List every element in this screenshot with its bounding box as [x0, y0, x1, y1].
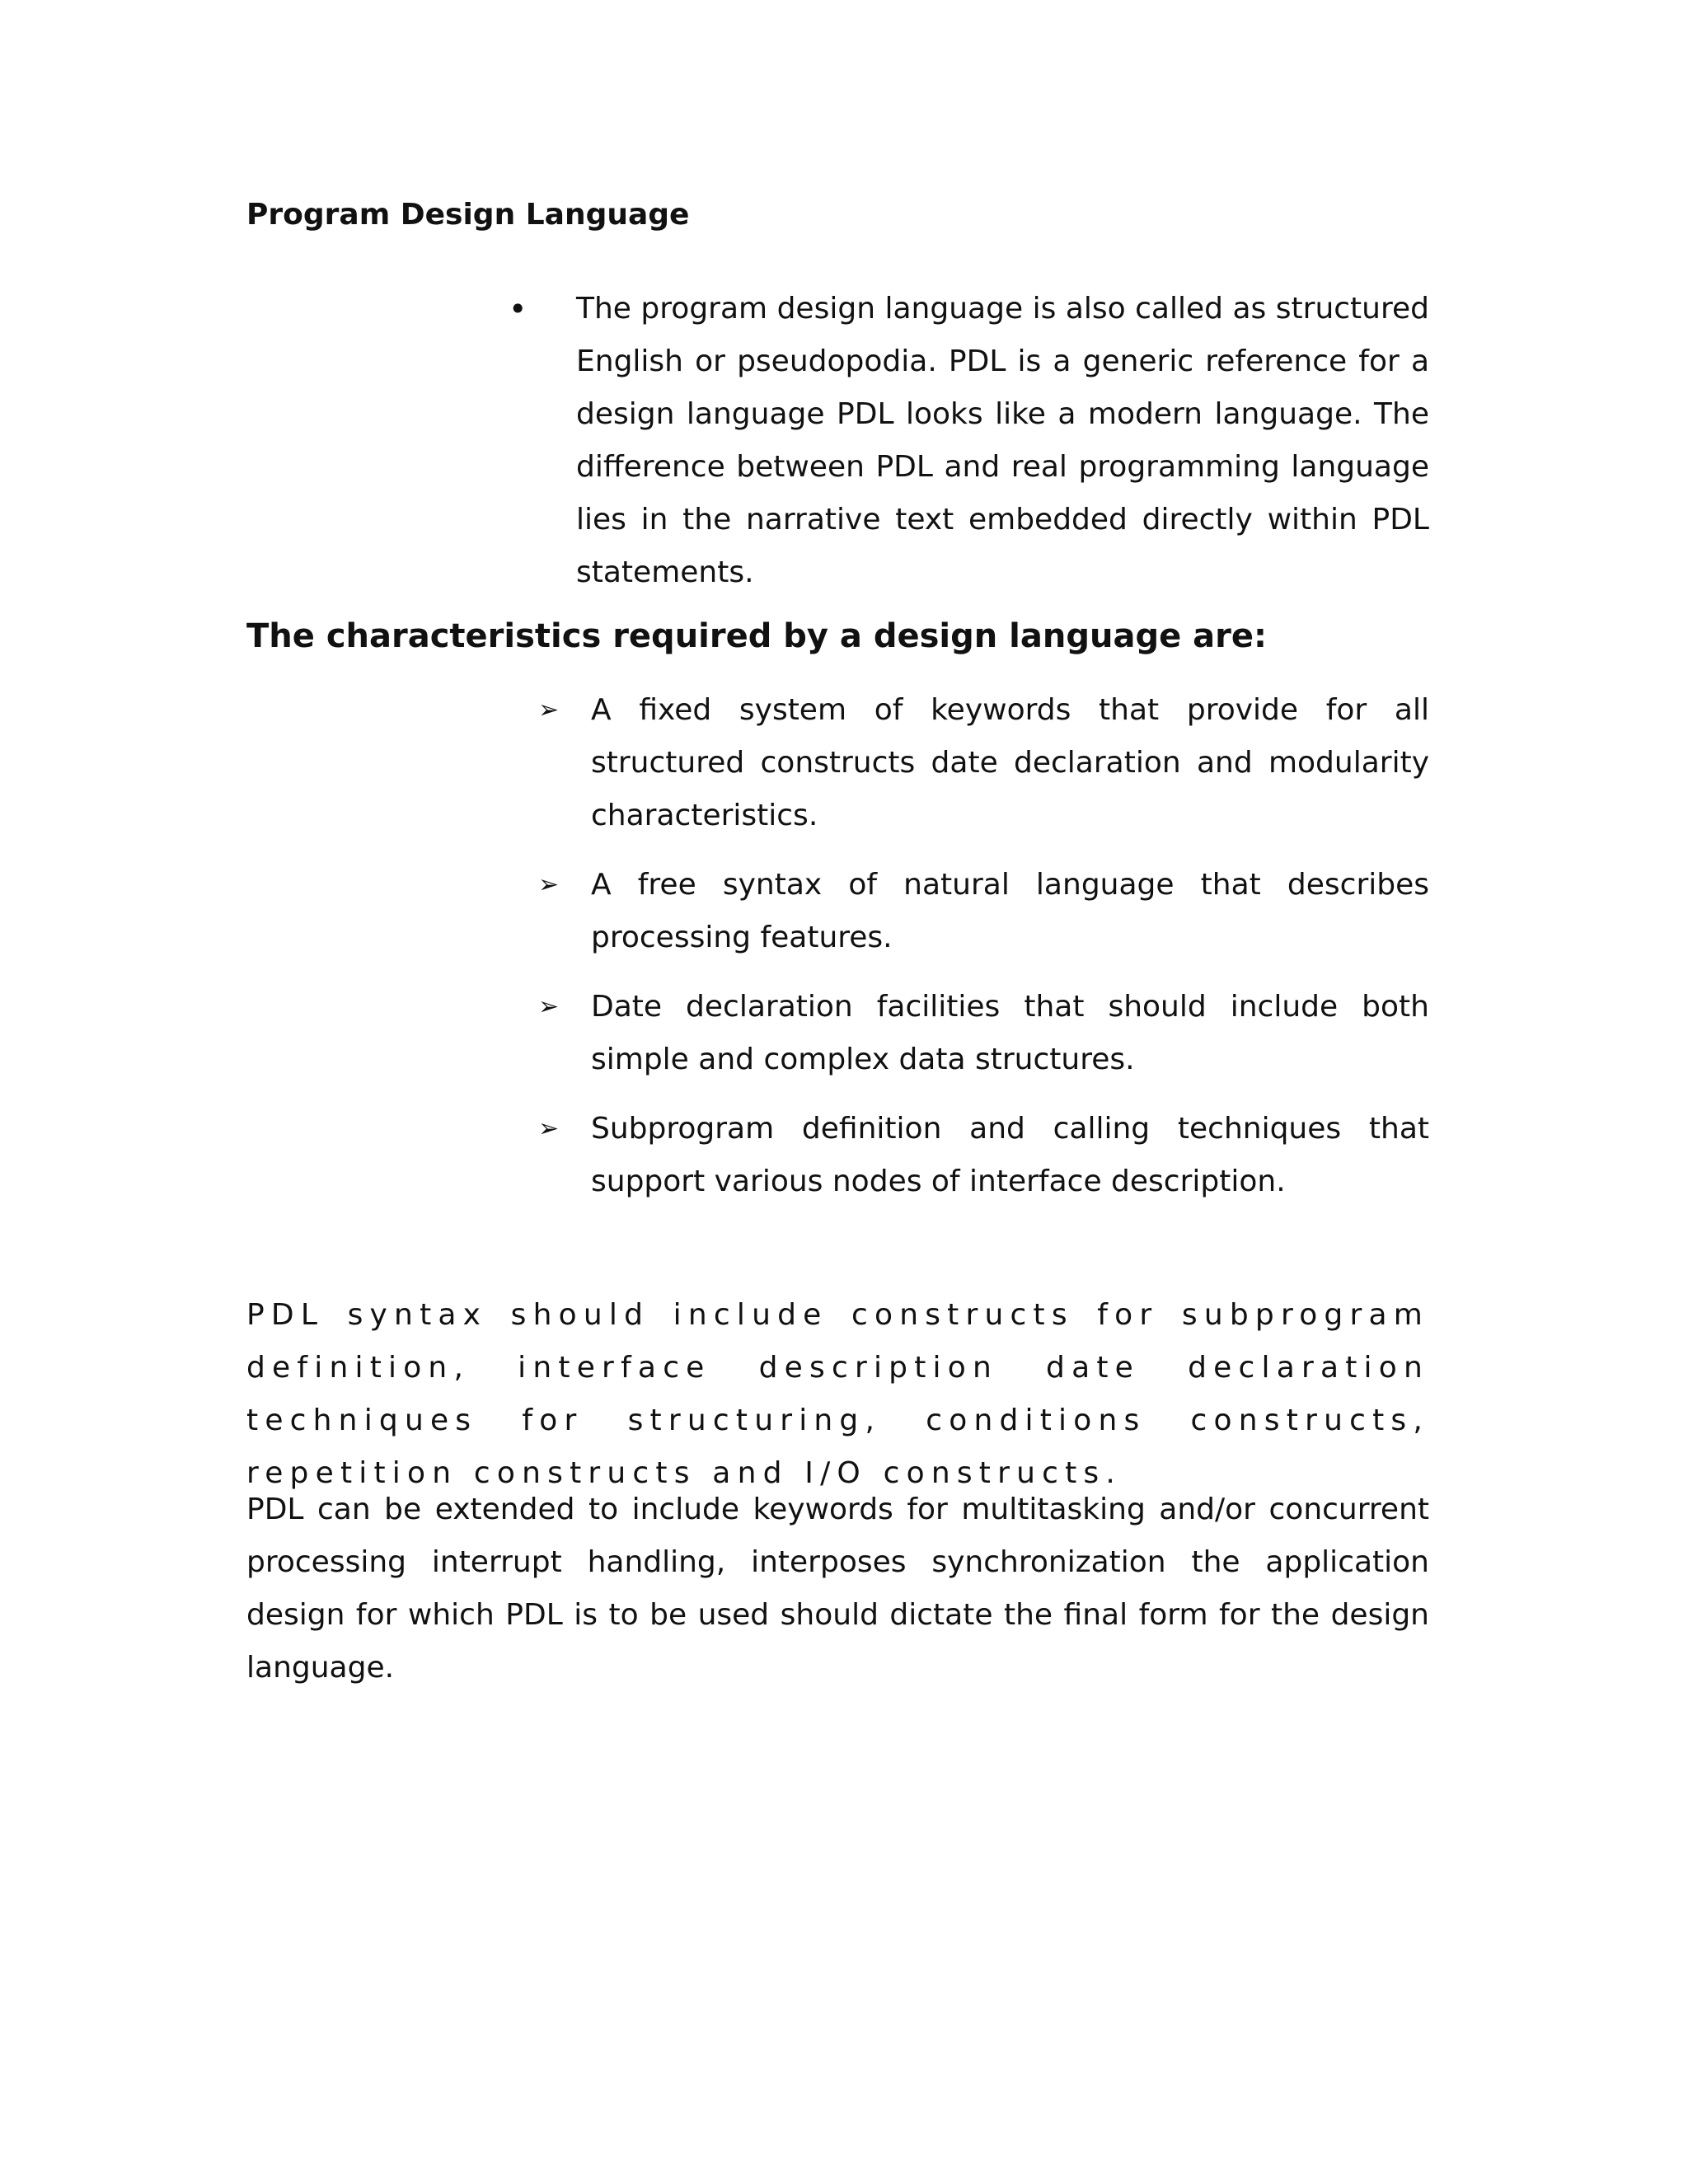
arrow-bullet-icon: ➢: [538, 696, 560, 724]
intro-bullet-text: The program design language is also called as structured English or pseudopodia. PDL is a generic reference for a design language PDL looks like a modern language. The difference between PDL and real programming language lies in the narrative text embedded directly within PDL statements.: [576, 292, 1429, 589]
list-item-text: Subprogram definition and calling techniques that support various nodes of interface description.: [591, 1112, 1429, 1198]
arrow-bullet-icon: ➢: [538, 992, 560, 1021]
list-item: [538, 684, 1429, 842]
arrow-bullet-icon: ➢: [538, 870, 560, 899]
list-item-text: Date declaration facilities that should include both simple and complex data structures.: [591, 990, 1429, 1076]
list-item: [538, 981, 1429, 1086]
characteristics-heading: The characteristics required by a design language are:: [246, 617, 1267, 655]
intro-bullet-item: [509, 283, 1429, 599]
list-item-text: A fixed system of keywords that provide for all structured constructs date declaration and modularity characteristics.: [591, 693, 1429, 832]
list-item: [538, 859, 1429, 964]
arrow-bullet-icon: ➢: [538, 1114, 560, 1143]
page-title: Program Design Language: [246, 198, 690, 232]
list-item-text: A free syntax of natural language that describes processing features.: [591, 868, 1429, 954]
bullet-dot-icon: •: [509, 291, 528, 327]
list-item: [538, 1103, 1429, 1208]
syntax-paragraph: PDL syntax should include constructs for subprogram definition, interface description date declaration techniques for structuring, conditions constructs, repetition constructs and I/O constructs.: [246, 1298, 1429, 1490]
characteristics-list: [538, 684, 1429, 1225]
extension-paragraph: PDL can be extended to include keywords for multitasking and/or concurrent processing interrupt handling, interposes synchronization the application design for which PDL is to be used should dictate the final form for the design language.: [246, 1493, 1429, 1685]
